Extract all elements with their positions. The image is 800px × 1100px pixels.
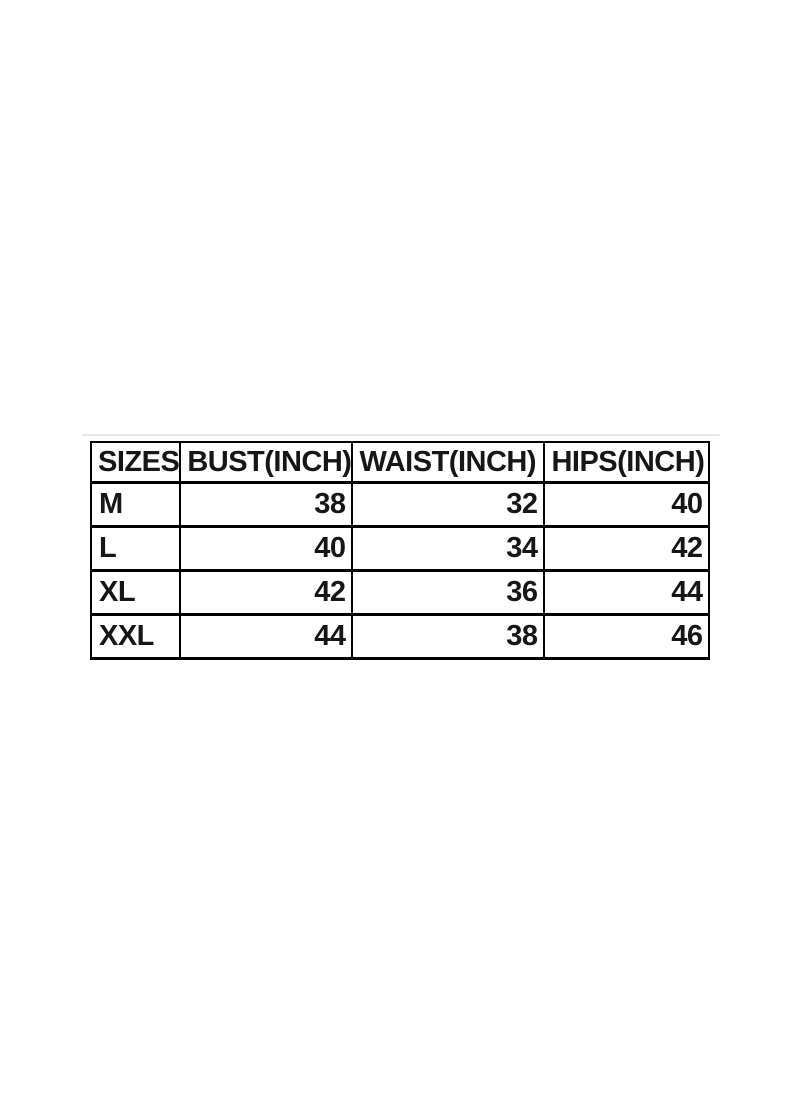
size-cell: M xyxy=(91,483,180,527)
bust-cell: 42 xyxy=(180,571,352,615)
hips-cell: 42 xyxy=(544,527,709,571)
table-row-xl xyxy=(91,571,709,615)
waist-cell: 38 xyxy=(352,615,544,659)
table-row-m xyxy=(91,483,709,527)
table-row-xxl xyxy=(91,615,709,659)
size-cell: L xyxy=(91,527,180,571)
bust-cell: 38 xyxy=(180,483,352,527)
column-header-sizes: SIZES xyxy=(91,442,180,483)
size-cell: XXL xyxy=(91,615,180,659)
hips-cell: 46 xyxy=(544,615,709,659)
waist-cell: 36 xyxy=(352,571,544,615)
waist-cell: 32 xyxy=(352,483,544,527)
column-header-bust: BUST(INCH) xyxy=(180,442,352,483)
bust-cell: 44 xyxy=(180,615,352,659)
card-top-edge-line xyxy=(82,434,720,436)
header-row xyxy=(91,442,709,483)
size-cell: XL xyxy=(91,571,180,615)
table-row-l xyxy=(91,527,709,571)
size-chart-table xyxy=(90,441,710,660)
hips-cell: 40 xyxy=(544,483,709,527)
bust-cell: 40 xyxy=(180,527,352,571)
waist-cell: 34 xyxy=(352,527,544,571)
column-header-hips: HIPS(INCH) xyxy=(544,442,709,483)
column-header-waist: WAIST(INCH) xyxy=(352,442,544,483)
hips-cell: 44 xyxy=(544,571,709,615)
